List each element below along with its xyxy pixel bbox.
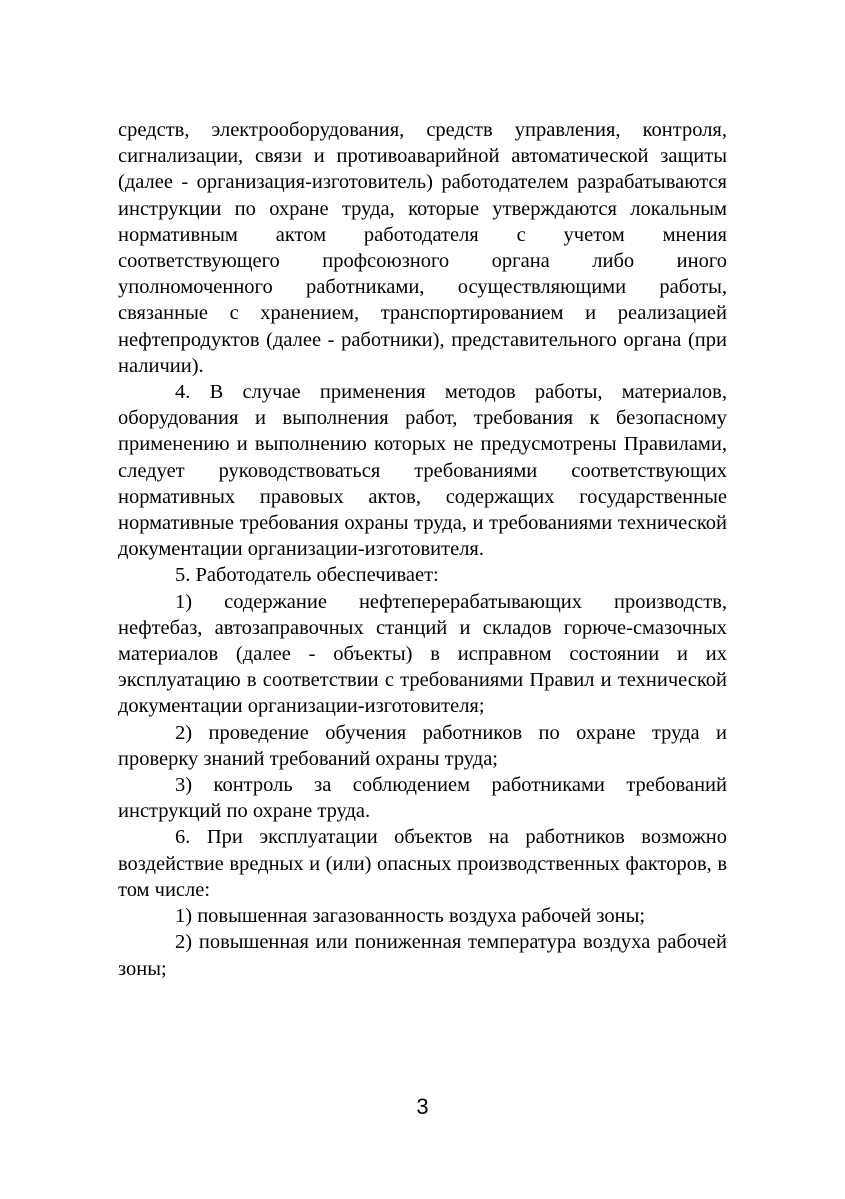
subitem-5-2: 2) проведение обучения работников по охране труда и проверку знаний требований охраны труда; bbox=[118, 721, 727, 770]
subitem-5-3: 3) контроль за соблюдением работниками требований инструкций по охране труда. bbox=[118, 774, 727, 823]
subitem-6-1: 1) повышенная загазованность воздуха рабочей зоны; bbox=[175, 905, 646, 928]
subitem-5-1: 1) содержание нефтеперерабатывающих производств, нефтебаз, автозаправочных станций и складов горюче-смазочных материалов (далее - объекты) в исправном состоянии и их эксплуатацию в соответствии с требованиями Правил и технической документации организации-изготовителя; bbox=[118, 590, 727, 718]
body-text bbox=[118, 117, 727, 982]
paragraph-continuation: средств, электрооборудования, средств управления, контроля, сигнализации, связи и противоаварийной автоматической защиты (далее - организация-изготовитель) работодателем разрабатываются инструкции по охране труда, которые утверждаются локальным нормативным актом работодателя с учетом мнения соответствующего профсоюзного органа либо иного уполномоченного работниками, осуществляющими работы, связанные с хранением, транспортированием и реализацией нефтепродуктов (далее - работники), представительного органа (при наличии). bbox=[118, 119, 727, 377]
subitem-6-2: 2) повышенная или пониженная температура воздуха рабочей зоны; bbox=[118, 931, 727, 980]
paragraph-item-6: 6. При эксплуатации объектов на работников возможно воздействие вредных и (или) опасных производственных факторов, в том числе: bbox=[118, 826, 727, 901]
page-number: 3 bbox=[416, 1094, 429, 1119]
paragraph-item-5: 5. Работодатель обеспечивает: bbox=[175, 564, 439, 587]
paragraph-item-4: 4. В случае применения методов работы, материалов, оборудования и выполнения работ, требования к безопасному применению и выполнению которых не предусмотрены Правилами, следует руководствоваться требованиями соответствующих нормативных правовых актов, содержащих государственные нормативные требования охраны труда, и требованиями технической документации организации-изготовителя. bbox=[118, 381, 727, 561]
